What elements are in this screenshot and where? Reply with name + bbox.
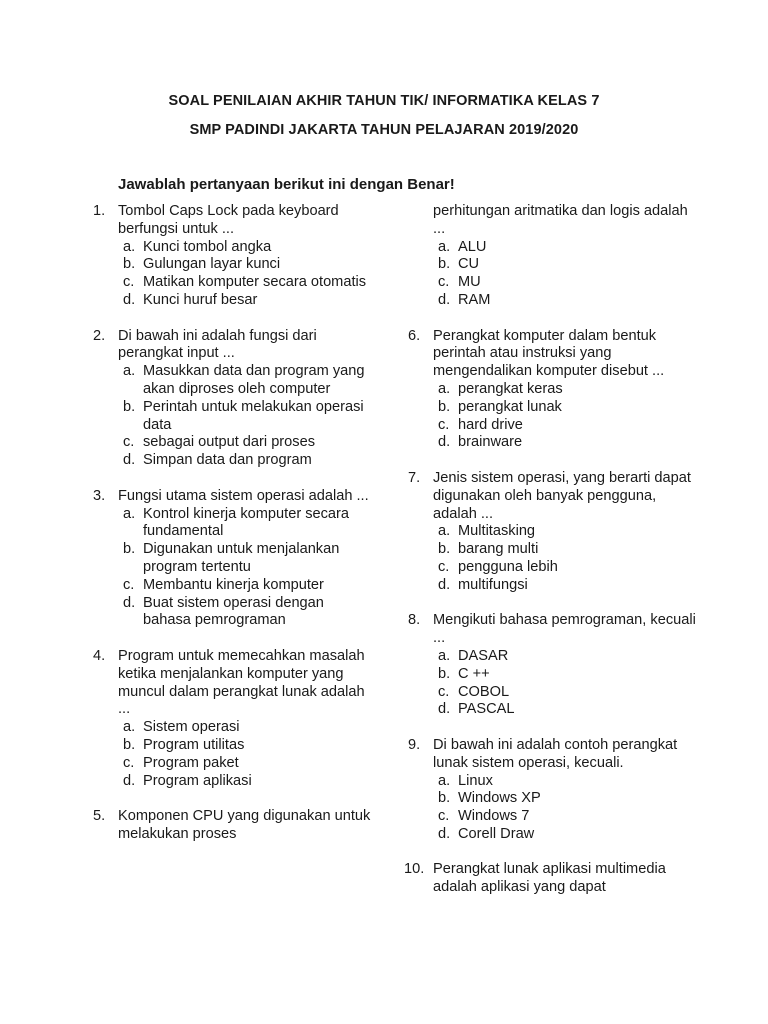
- option-letter: c.: [123, 754, 135, 771]
- answer-option: [433, 274, 698, 292]
- question-number: 4.: [93, 647, 106, 664]
- option-letter: d.: [123, 291, 136, 308]
- question-item: [93, 328, 373, 470]
- option-text: Kontrol kinerja komputer secara fundamental: [143, 505, 350, 540]
- option-letter: b.: [123, 541, 136, 558]
- answer-option: [433, 559, 698, 577]
- option-text: multifungsi: [458, 576, 528, 593]
- answer-option: [118, 399, 373, 435]
- option-letter: a.: [123, 505, 136, 522]
- option-letter: b.: [123, 256, 136, 273]
- question-text: perhitungan aritmatika dan logis adalah ...: [433, 203, 688, 237]
- answer-option: [433, 417, 698, 435]
- option-text: Windows 7: [458, 808, 530, 825]
- option-text: Multitasking: [458, 523, 536, 540]
- option-letter: d.: [123, 772, 136, 789]
- question-text: Program untuk memecahkan masalah ketika menjalankan komputer yang muncul dalam perangkat lunak adalah ...: [118, 647, 365, 718]
- question-number: 2.: [93, 327, 106, 344]
- answer-option: [433, 648, 698, 666]
- option-letter: c.: [438, 683, 450, 700]
- answer-option: [433, 666, 698, 684]
- option-letter: b.: [438, 790, 451, 807]
- option-letter: b.: [123, 736, 136, 753]
- question-number: 1.: [93, 203, 106, 219]
- answer-option: [118, 506, 373, 542]
- option-text: perangkat lunak: [458, 398, 562, 415]
- answer-option: [118, 292, 373, 310]
- question-item: [404, 861, 698, 897]
- answer-option: [118, 541, 373, 577]
- option-letter: c.: [438, 808, 450, 825]
- question-item: [408, 470, 698, 595]
- option-letter: c.: [123, 434, 135, 451]
- answer-option: [433, 773, 698, 791]
- document-subtitle: SMP PADINDI JAKARTA TAHUN PELAJARAN 2019/2020: [189, 122, 579, 138]
- answer-option: [118, 239, 373, 257]
- option-letter: c.: [123, 576, 135, 593]
- option-text: MU: [458, 274, 481, 291]
- right-column: [404, 203, 698, 915]
- answer-option: [118, 363, 373, 399]
- option-letter: c.: [438, 274, 450, 291]
- option-text: Corell Draw: [458, 825, 535, 842]
- option-text: Simpan data dan program: [143, 452, 312, 469]
- question-item: [93, 808, 373, 844]
- question-item: [93, 488, 373, 630]
- option-text: PASCAL: [458, 701, 515, 718]
- answer-option: [433, 577, 698, 595]
- question-text: Tombol Caps Lock pada keyboard berfungsi untuk ...: [118, 203, 339, 237]
- question-item: [93, 648, 373, 790]
- option-text: Sistem operasi: [143, 719, 240, 736]
- option-text: Linux: [458, 772, 493, 789]
- option-text: Kunci tombol angka: [143, 238, 272, 255]
- answer-option: [433, 256, 698, 274]
- answer-option: [118, 452, 373, 470]
- question-number: 8.: [408, 612, 421, 629]
- answer-option: [118, 595, 373, 631]
- option-letter: b.: [438, 541, 451, 558]
- option-letter: a.: [438, 647, 451, 664]
- answer-option: [118, 577, 373, 595]
- question-text: Mengikuti bahasa pemrograman, kecuali ...: [433, 612, 696, 647]
- answer-option: [433, 701, 698, 719]
- option-letter: c.: [438, 416, 450, 433]
- option-letter: a.: [123, 363, 136, 380]
- answer-option: [118, 256, 373, 274]
- question-text: Fungsi utama sistem operasi adalah ...: [118, 487, 369, 504]
- question-item: [408, 328, 698, 453]
- left-column: [93, 203, 373, 861]
- option-letter: a.: [123, 238, 136, 255]
- option-letter: d.: [438, 701, 451, 718]
- option-text: ALU: [458, 238, 487, 255]
- option-text: Masukkan data dan program yang akan diproses oleh computer: [143, 363, 365, 397]
- question-continuation: [408, 203, 698, 310]
- answer-option: [433, 541, 698, 559]
- answer-option: [118, 719, 373, 737]
- answer-option: [433, 381, 698, 399]
- question-text: Komponen CPU yang digunakan untuk melakukan proses: [118, 808, 371, 842]
- option-text: sebagai output dari proses: [143, 434, 315, 451]
- answer-option: [433, 434, 698, 452]
- option-letter: a.: [123, 719, 136, 736]
- question-text: Di bawah ini adalah contoh perangkat lunak sistem operasi, kecuali.: [433, 736, 678, 771]
- option-text: pengguna lebih: [458, 558, 558, 575]
- option-text: brainware: [458, 434, 523, 451]
- option-letter: a.: [438, 380, 451, 397]
- option-letter: b.: [438, 398, 451, 415]
- option-letter: a.: [438, 523, 451, 540]
- question-item: [93, 203, 373, 310]
- option-letter: d.: [438, 576, 451, 593]
- option-text: Windows XP: [458, 790, 541, 807]
- instruction-text: Jawablah pertanyaan berikut ini dengan Benar!: [118, 176, 455, 193]
- question-text: Perangkat komputer dalam bentuk perintah atau instruksi yang mengendalikan komputer disebut ...: [433, 327, 665, 380]
- question-item: [408, 737, 698, 844]
- question-number: 9.: [408, 736, 421, 753]
- option-text: RAM: [458, 291, 491, 308]
- answer-option: [433, 523, 698, 541]
- answer-option: [118, 434, 373, 452]
- question-number: 3.: [93, 487, 106, 504]
- option-letter: b.: [438, 665, 451, 682]
- answer-option: [118, 274, 373, 292]
- question-number: 10.: [404, 861, 425, 878]
- answer-option: [118, 737, 373, 755]
- option-letter: c.: [123, 274, 135, 291]
- answer-option: [118, 773, 373, 791]
- option-text: Digunakan untuk menjalankan program tertentu: [143, 541, 340, 575]
- option-text: C ++: [458, 665, 490, 682]
- answer-option: [433, 239, 698, 257]
- option-letter: c.: [438, 558, 450, 575]
- option-text: Program paket: [143, 754, 239, 771]
- answer-option: [433, 826, 698, 844]
- document-title: SOAL PENILAIAN AKHIR TAHUN TIK/ INFORMATIKA KELAS 7: [168, 93, 600, 109]
- option-text: Program aplikasi: [143, 772, 252, 789]
- option-text: Perintah untuk melakukan operasi data: [143, 398, 364, 433]
- option-letter: d.: [438, 434, 451, 451]
- option-text: Program utilitas: [143, 736, 245, 753]
- question-text: Jenis sistem operasi, yang berarti dapat digunakan oleh banyak pengguna, adalah ...: [433, 469, 691, 522]
- option-text: Membantu kinerja komputer: [143, 576, 324, 593]
- option-text: Matikan komputer secara otomatis: [143, 274, 367, 291]
- option-letter: a.: [438, 238, 451, 255]
- question-number: 6.: [408, 327, 421, 344]
- question-number: 5.: [93, 808, 106, 825]
- answer-option: [433, 790, 698, 808]
- option-text: hard drive: [458, 416, 523, 433]
- option-text: Gulungan layar kunci: [143, 256, 281, 273]
- answer-option: [433, 684, 698, 702]
- option-text: Kunci huruf besar: [143, 291, 258, 308]
- answer-option: [118, 755, 373, 773]
- option-text: CU: [458, 256, 480, 273]
- option-letter: d.: [123, 594, 136, 611]
- option-letter: d.: [438, 825, 451, 842]
- option-text: barang multi: [458, 541, 539, 558]
- answer-option: [433, 292, 698, 310]
- option-text: COBOL: [458, 683, 510, 700]
- option-text: Buat sistem operasi dengan bahasa pemrograman: [143, 594, 324, 629]
- option-text: DASAR: [458, 647, 509, 664]
- option-text: perangkat keras: [458, 380, 563, 397]
- answer-option: [433, 808, 698, 826]
- option-letter: d.: [438, 291, 451, 308]
- option-letter: d.: [123, 452, 136, 469]
- question-item: [408, 612, 698, 719]
- option-letter: b.: [438, 256, 451, 273]
- question-text: Perangkat lunak aplikasi multimedia adalah aplikasi yang dapat: [433, 861, 666, 896]
- question-number: 7.: [408, 469, 421, 486]
- option-letter: a.: [438, 772, 451, 789]
- question-text: Di bawah ini adalah fungsi dari perangkat input ...: [118, 327, 317, 362]
- answer-option: [433, 399, 698, 417]
- option-letter: b.: [123, 398, 136, 415]
